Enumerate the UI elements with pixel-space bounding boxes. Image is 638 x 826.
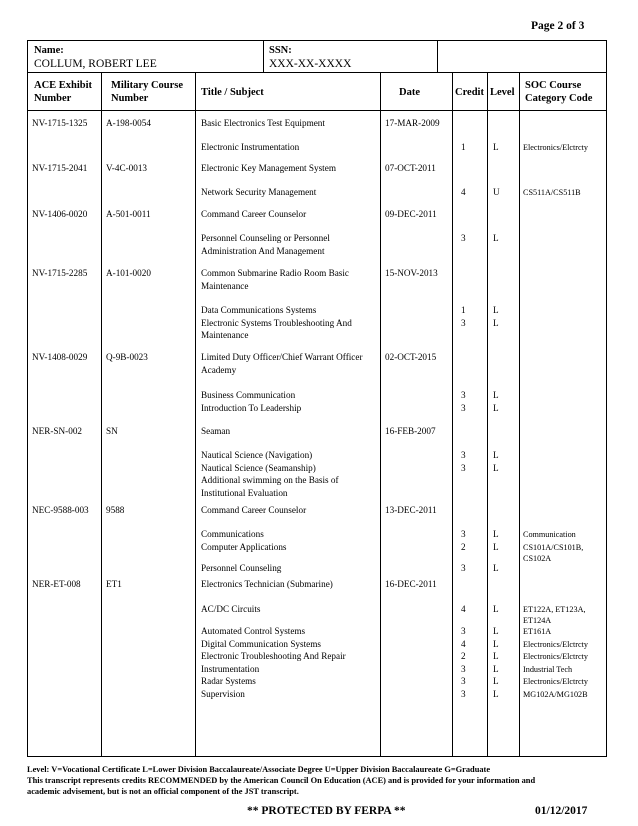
disclaimer-line: academic advisement, but is not an official component of the JST transcript. xyxy=(27,787,299,796)
soc-category-code: ET124A xyxy=(523,616,552,625)
course-title: Radar Systems xyxy=(201,676,256,687)
level-value: L xyxy=(493,604,499,614)
soc-header xyxy=(525,79,592,105)
credit-value: 3 xyxy=(461,233,466,243)
credit-value: 3 xyxy=(461,462,466,473)
course-title: Command Career Counselor xyxy=(201,505,307,515)
military-course-header xyxy=(111,79,183,105)
course-title: Common Submarine Radio Room Basic xyxy=(201,268,350,278)
ace-exhibit-number: NV-1715-2041 xyxy=(32,163,88,173)
soc-category-code: Electronics/Elctrcty xyxy=(523,677,589,687)
course-title: Electronic Systems Troubleshooting And xyxy=(201,317,352,328)
course-title: Supervision xyxy=(201,689,245,699)
ssn-label: SSN: xyxy=(269,45,292,56)
credit-value: 3 xyxy=(461,402,466,413)
ace-exhibit-number: NER-SN-002 xyxy=(32,426,83,436)
credit-value: 3 xyxy=(461,563,466,573)
course-title: Computer Applications xyxy=(201,542,287,552)
credit-value: 3 xyxy=(461,390,466,400)
level-value: L xyxy=(493,626,499,636)
ssn-value: XXX-XX-XXXX xyxy=(269,58,352,70)
col-divider xyxy=(487,72,488,756)
level-value: L xyxy=(493,142,499,152)
course-title: Electronic Instrumentation xyxy=(201,142,300,152)
course-title: Electronic Key Management System xyxy=(201,163,336,173)
soc-header-line: SOC Course xyxy=(525,80,582,91)
course-date: 07-OCT-2011 xyxy=(385,163,436,173)
course-date: 16-DEC-2011 xyxy=(385,579,437,589)
level-value: L xyxy=(493,390,499,400)
soc-category-code: ET122A, ET123A, xyxy=(523,605,586,614)
military-course-number: Q-9B-0023 xyxy=(106,352,148,362)
soc-category-code: CS101A/CS101B, xyxy=(523,543,584,552)
credit-value: 3 xyxy=(461,689,466,699)
course-date: 16-FEB-2007 xyxy=(385,426,436,436)
credit-value: 2 xyxy=(461,651,466,662)
course-title: Data Communications Systems xyxy=(201,305,317,315)
name-value: COLLUM, ROBERT LEE xyxy=(34,58,157,70)
course-title: Personnel Counseling or Personnel xyxy=(201,233,330,243)
course-title: Personnel Counseling xyxy=(201,563,282,573)
military-course-number: A-198-0054 xyxy=(106,118,151,128)
level-value: L xyxy=(493,402,499,413)
level-value: L xyxy=(493,450,499,460)
course-title: Introduction To Leadership xyxy=(201,402,302,413)
level-header: Level xyxy=(490,87,515,98)
level-value: L xyxy=(493,529,499,539)
course-title: Communications xyxy=(201,529,264,539)
course-title: Limited Duty Officer/Chief Warrant Officer xyxy=(201,352,363,362)
course-title: Additional swimming on the Basis of xyxy=(201,475,339,486)
level-value: L xyxy=(493,233,499,243)
level-value: L xyxy=(493,563,499,573)
name-label: Name: xyxy=(34,45,64,56)
credit-value: 1 xyxy=(461,142,466,152)
course-title: Maintenance xyxy=(201,330,249,341)
level-value: L xyxy=(493,462,499,473)
course-title: Nautical Science (Seamanship) xyxy=(201,462,316,473)
course-title: Network Security Management xyxy=(201,187,317,197)
ace-header xyxy=(34,79,92,105)
military-course-number: ET1 xyxy=(106,579,122,589)
soc-category-code: Electronics/Elctrcty xyxy=(523,652,589,662)
level-value: L xyxy=(493,689,499,699)
credit-value: 2 xyxy=(461,542,466,552)
credit-value: 3 xyxy=(461,529,466,539)
level-value: L xyxy=(493,542,499,552)
credit-value: 1 xyxy=(461,305,466,315)
soc-category-code: Electronics/Elctrcty xyxy=(523,639,589,649)
level-legend: Level: V=Vocational Certificate L=Lower Division Baccalaureate/Associate Degree U=Upper Division Baccalaureate G=Graduate xyxy=(27,765,491,774)
course-title: Academy xyxy=(201,364,237,375)
ferpa-notice: ** PROTECTED BY FERPA ** xyxy=(247,805,406,817)
course-title: Maintenance xyxy=(201,280,249,291)
ace-header-line: Number xyxy=(34,93,72,104)
col-divider xyxy=(452,72,453,756)
course-title: AC/DC Circuits xyxy=(201,604,261,614)
col-divider xyxy=(195,72,196,756)
ace-exhibit-number: NV-1408-0029 xyxy=(32,352,88,362)
soc-category-code: CS102A xyxy=(523,554,552,563)
military-header-line: Number xyxy=(111,93,149,104)
level-value: L xyxy=(493,638,499,649)
soc-category-code: MG102A/MG102B xyxy=(523,690,588,699)
credit-value: 4 xyxy=(461,187,466,197)
course-title: Electronic Troubleshooting And Repair xyxy=(201,651,346,662)
credit-header: Credit xyxy=(455,87,484,98)
level-value: U xyxy=(493,187,500,197)
col-divider xyxy=(519,72,520,756)
ace-exhibit-number: NER-ET-008 xyxy=(32,579,81,589)
course-title: Basic Electronics Test Equipment xyxy=(201,118,325,128)
course-title: Command Career Counselor xyxy=(201,209,307,219)
soc-category-code: Electronics/Elctrcty xyxy=(523,143,589,152)
military-course-number: A-101-0020 xyxy=(106,268,151,278)
level-value: L xyxy=(493,317,499,328)
credit-value: 3 xyxy=(461,676,466,687)
soc-category-code: CS511A/CS511B xyxy=(523,188,581,197)
course-title: Instrumentation xyxy=(201,663,260,674)
credit-value: 3 xyxy=(461,450,466,460)
level-value: L xyxy=(493,651,499,662)
course-date: 17-MAR-2009 xyxy=(385,118,440,128)
credit-value: 4 xyxy=(461,638,466,649)
soc-category-code: ET161A xyxy=(523,627,552,636)
course-title: Electronics Technician (Submarine) xyxy=(201,579,333,589)
ace-header-line: ACE Exhibit xyxy=(34,80,93,91)
credit-value: 3 xyxy=(461,663,466,674)
date-header: Date xyxy=(399,87,420,98)
course-date: 15-NOV-2013 xyxy=(385,268,438,278)
title-header: Title / Subject xyxy=(201,87,264,98)
credit-value: 3 xyxy=(461,626,466,636)
course-title: Institutional Evaluation xyxy=(201,487,288,498)
level-value: L xyxy=(493,663,499,674)
course-date: 13-DEC-2011 xyxy=(385,505,437,515)
military-course-number: 9588 xyxy=(106,505,125,515)
military-course-number: SN xyxy=(106,426,118,436)
disclaimer-line: This transcript represents credits RECOMMENDED by the American Council On Education (ACE) and is provided for your information and xyxy=(27,776,536,785)
credit-value: 3 xyxy=(461,317,466,328)
soc-category-code: Communication xyxy=(523,530,576,539)
col-divider xyxy=(380,72,381,756)
course-title: Nautical Science (Navigation) xyxy=(201,450,313,460)
transcript-table xyxy=(27,40,607,757)
ace-exhibit-number: NEC-9588-003 xyxy=(32,505,89,515)
ace-exhibit-number: NV-1715-1325 xyxy=(32,118,88,128)
page-number: Page 2 of 3 xyxy=(531,20,585,32)
level-value: L xyxy=(493,676,499,687)
col-divider xyxy=(101,72,102,756)
credit-value: 4 xyxy=(461,604,466,614)
soc-category-code: Industrial Tech xyxy=(523,664,573,674)
military-course-number: A-501-0011 xyxy=(106,209,151,219)
col-divider xyxy=(263,41,264,72)
soc-header-line: Category Code xyxy=(525,93,593,104)
course-title: Seaman xyxy=(201,426,231,436)
ace-exhibit-number: NV-1406-0020 xyxy=(32,209,88,219)
course-title: Administration And Management xyxy=(201,245,325,256)
course-title: Business Communication xyxy=(201,390,296,400)
ace-exhibit-number: NV-1715-2285 xyxy=(32,268,88,278)
course-date: 02-OCT-2015 xyxy=(385,352,437,362)
course-date: 09-DEC-2011 xyxy=(385,209,437,219)
course-title: Digital Communication Systems xyxy=(201,638,321,649)
col-divider xyxy=(437,41,438,72)
course-title: Automated Control Systems xyxy=(201,626,306,636)
military-header-line: Military Course xyxy=(111,80,184,91)
level-value: L xyxy=(493,305,499,315)
print-date: 01/12/2017 xyxy=(535,805,588,817)
military-course-number: V-4C-0013 xyxy=(106,163,148,173)
